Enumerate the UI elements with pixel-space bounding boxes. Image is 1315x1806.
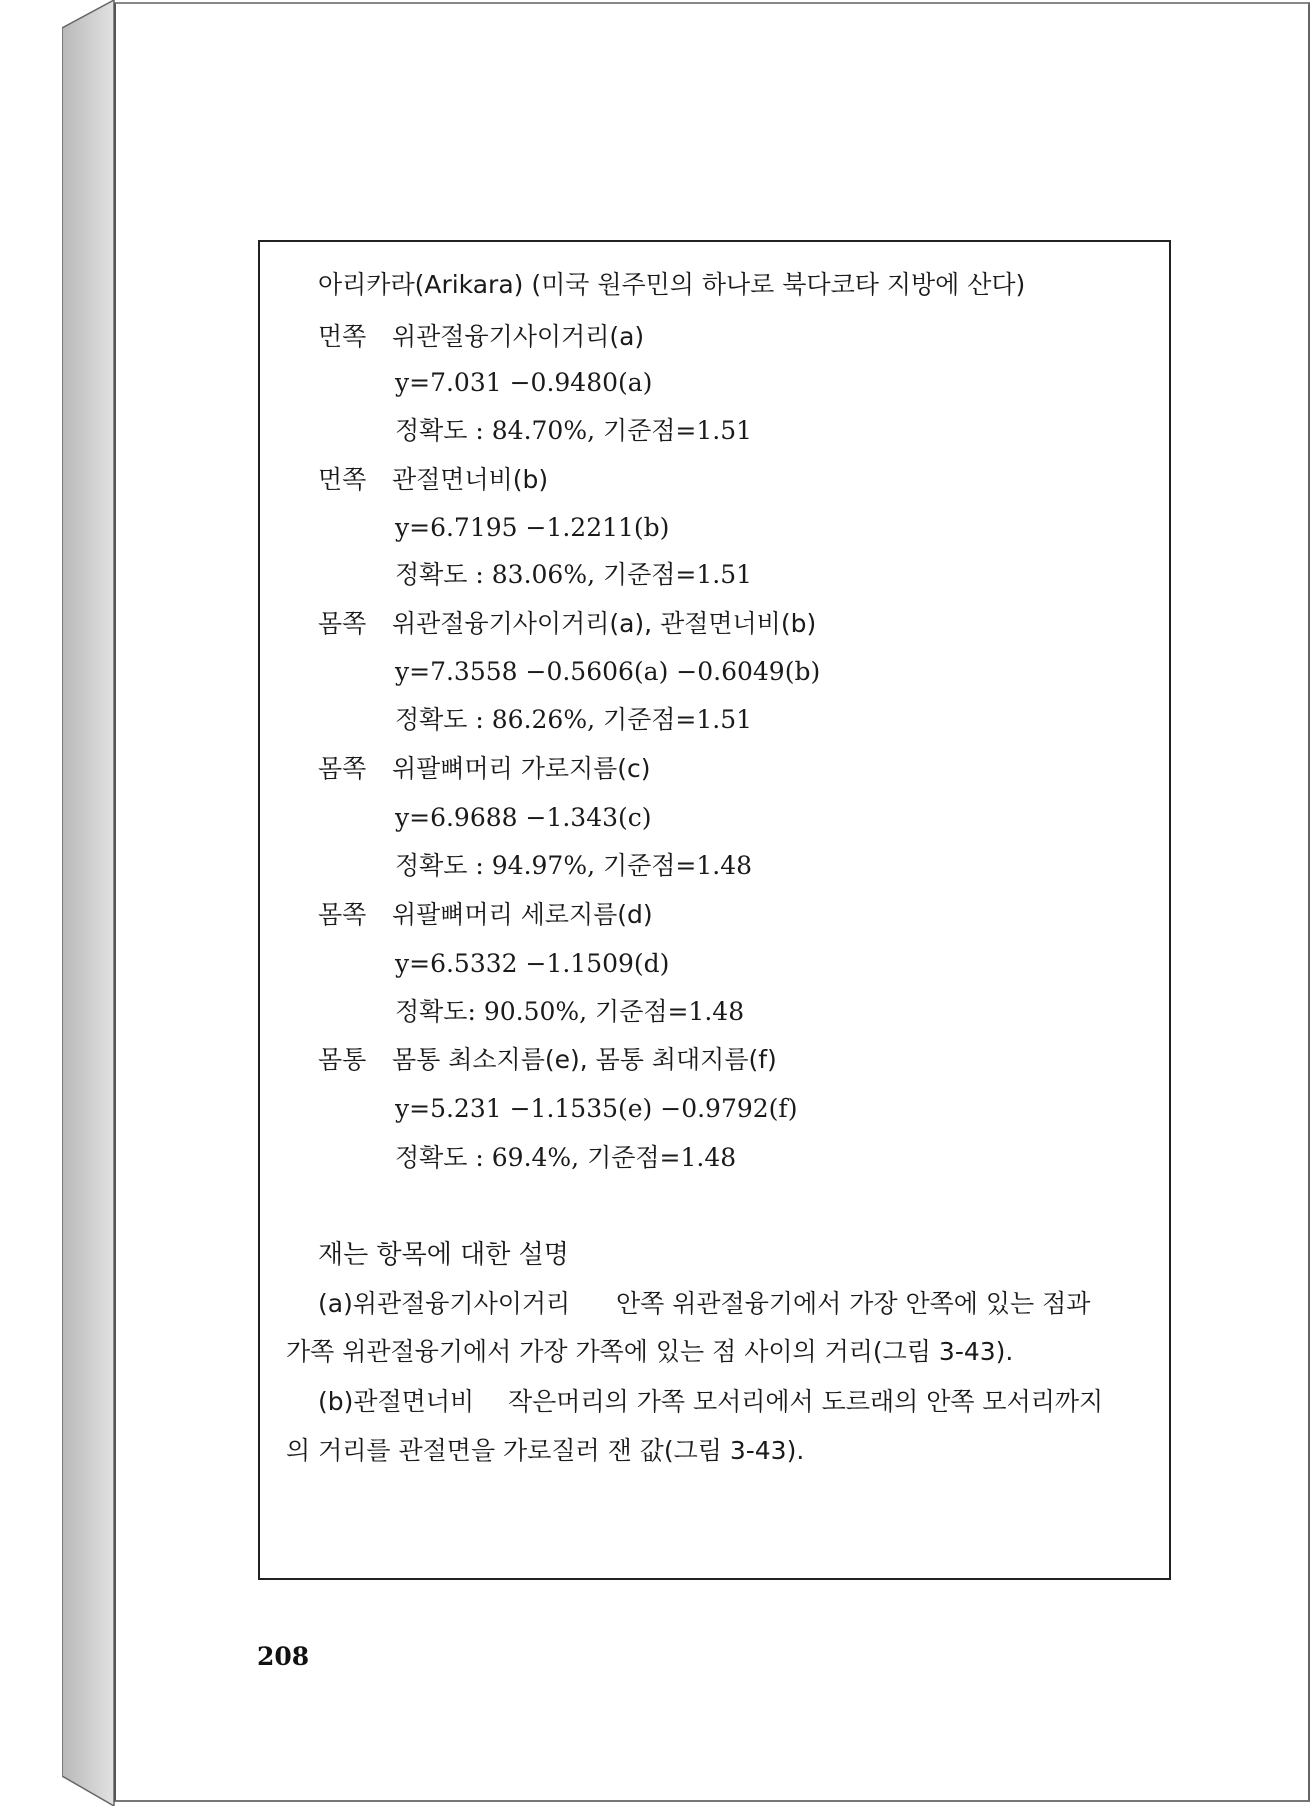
explanation-a-text: 안쪽 위관절융기에서 가장 안쪽에 있는 점과 bbox=[616, 1289, 1091, 1318]
entry-accuracy: 정확도 : 83.06%, 기준점=1.51 bbox=[395, 560, 753, 589]
explanation-b-term: (b)관절면너비 bbox=[318, 1387, 475, 1416]
entry-accuracy: 정확도 : 84.70%, 기준점=1.51 bbox=[395, 416, 753, 445]
entry-accuracy: 정확도 : 86.26%, 기준점=1.51 bbox=[395, 705, 753, 734]
explanation-a-term: (a)위관절융기사이거리 bbox=[318, 1289, 571, 1318]
explanation-b-text: 작은머리의 가쪽 모서리에서 도르래의 안쪽 모서리까지 bbox=[508, 1387, 1104, 1416]
entry-formula: y=7.3558 −0.5606(a) −0.6049(b) bbox=[395, 657, 821, 686]
entry-formula: y=6.9688 −1.343(c) bbox=[395, 803, 652, 832]
entry-measure: 위팔뼈머리 세로지름(d) bbox=[392, 900, 653, 929]
entry-bone: 먼쪽 bbox=[318, 465, 367, 494]
entry-formula: y=6.7195 −1.2211(b) bbox=[395, 513, 670, 542]
entry-measure: 몸통 최소지름(e), 몸통 최대지름(f) bbox=[392, 1045, 777, 1074]
explanation-heading: 재는 항목에 대한 설명 bbox=[318, 1240, 569, 1270]
entry-measure: 위관절융기사이거리(a) bbox=[392, 322, 645, 351]
entry-accuracy: 정확도 : 69.4%, 기준점=1.48 bbox=[395, 1143, 737, 1172]
entry-formula: y=6.5332 −1.1509(d) bbox=[395, 949, 670, 978]
entry-measure: 위팔뼈머리 가로지름(c) bbox=[392, 754, 651, 783]
entry-measure: 위관절융기사이거리(a), 관절면너비(b) bbox=[392, 609, 817, 638]
entry-bone: 먼쪽 bbox=[318, 322, 367, 351]
entry-formula: y=7.031 −0.9480(a) bbox=[395, 368, 653, 397]
page-number: 208 bbox=[257, 1642, 310, 1671]
entry-bone: 몸쪽 bbox=[318, 900, 367, 929]
entry-measure: 관절면너비(b) bbox=[392, 465, 549, 494]
entry-bone: 몸쪽 bbox=[318, 754, 367, 783]
entry-formula: y=5.231 −1.1535(e) −0.9792(f) bbox=[395, 1094, 798, 1123]
explanation-a-text-cont: 가쪽 위관절융기에서 가장 가쪽에 있는 점 사이의 거리(그림 3-43). bbox=[286, 1337, 1014, 1366]
entry-accuracy: 정확도 : 94.97%, 기준점=1.48 bbox=[395, 851, 753, 880]
entry-accuracy: 정확도: 90.50%, 기준점=1.48 bbox=[395, 997, 745, 1026]
entry-bone: 몸쪽 bbox=[318, 609, 367, 638]
entry-bone: 몸통 bbox=[318, 1045, 367, 1074]
book-spine bbox=[62, 0, 117, 1806]
page-title: 아리카라(Arikara) (미국 원주민의 하나로 북다코타 지방에 산다) bbox=[318, 270, 1026, 299]
explanation-b-text-cont: 의 거리를 관절면을 가로질러 잰 값(그림 3-43). bbox=[286, 1436, 805, 1465]
